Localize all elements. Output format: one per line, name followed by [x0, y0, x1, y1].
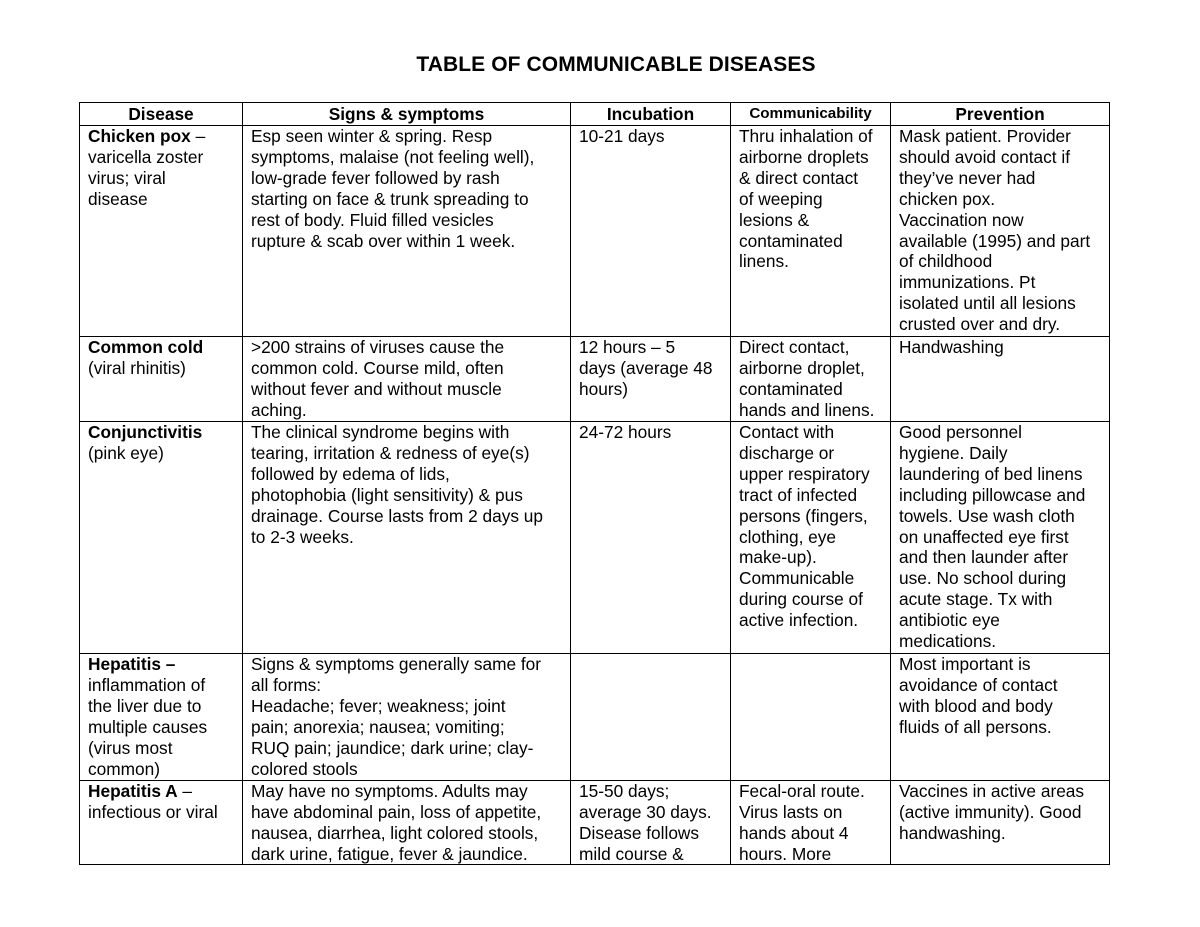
signs-symptoms-line: to 2-3 weeks. — [251, 526, 354, 547]
prevention-line: medications. — [899, 631, 997, 652]
prevention-line: fluids of all persons. — [899, 716, 1052, 737]
signs-symptoms-line: followed by edema of lids, — [251, 463, 450, 484]
disease-cell — [80, 781, 243, 865]
communicability-line: contaminated — [739, 230, 843, 251]
communicability-line: tract of infected — [739, 484, 858, 505]
communicability-line: hands about 4 — [739, 822, 849, 843]
communicability-line: of weeping — [739, 188, 823, 209]
signs-symptoms-cell — [243, 337, 571, 422]
disease-heading-line — [88, 126, 239, 147]
prevention-cell — [891, 654, 1110, 781]
header-prevention: Prevention — [891, 103, 1110, 126]
disease-name: Conjunctivitis — [88, 422, 203, 442]
communicability-cell — [731, 654, 891, 781]
disease-description-line: disease — [88, 188, 148, 209]
disease-heading-line — [88, 654, 239, 675]
header-disease: Disease — [80, 103, 243, 126]
communicability-line: active infection. — [739, 610, 859, 631]
disease-description-line: (virus most — [88, 737, 173, 758]
communicability-line: airborne droplets — [739, 146, 869, 167]
signs-symptoms-line: rest of body. Fluid filled vesicles — [251, 209, 494, 230]
prevention-line: isolated until all lesions — [899, 293, 1076, 314]
prevention-line: antibiotic eye — [899, 610, 1000, 631]
prevention-line: crusted over and dry. — [899, 314, 1061, 335]
prevention-line: use. No school during — [899, 568, 1067, 589]
prevention-line: chicken pox. — [899, 188, 996, 209]
disease-description-line: (pink eye) — [88, 442, 164, 463]
incubation-cell — [571, 126, 731, 337]
disease-description-line: varicella zoster — [88, 146, 204, 167]
communicability-line: discharge or — [739, 442, 835, 463]
signs-symptoms-line: RUQ pain; jaundice; dark urine; clay- — [251, 737, 534, 758]
table-row-common-cold — [80, 337, 1110, 422]
disease-heading-line — [88, 781, 239, 802]
prevention-cell — [891, 781, 1110, 865]
prevention-line: hygiene. Daily — [899, 442, 1008, 463]
prevention-line: on unaffected eye first — [899, 526, 1069, 547]
communicability-line: lesions & — [739, 209, 810, 230]
signs-symptoms-line: Esp seen winter & spring. Resp — [251, 126, 493, 146]
prevention-line: laundering of bed linens — [899, 463, 1083, 484]
disease-cell — [80, 337, 243, 422]
communicability-line: airborne droplet, — [739, 357, 865, 378]
disease-description-line: (viral rhinitis) — [88, 357, 186, 378]
signs-symptoms-line: dark urine, fatigue, fever & jaundice. — [251, 843, 528, 864]
signs-symptoms-line: rupture & scab over within 1 week. — [251, 230, 516, 251]
prevention-line: acute stage. Tx with — [899, 589, 1053, 610]
communicability-line: hours. More — [739, 843, 832, 864]
prevention-line: they’ve never had — [899, 167, 1036, 188]
header-incubation: Incubation — [571, 103, 731, 126]
prevention-line: including pillowcase and — [899, 484, 1086, 505]
disease-description-line: common) — [88, 758, 161, 779]
prevention-line: avoidance of contact — [899, 674, 1058, 695]
communicability-line: make-up). — [739, 547, 817, 568]
incubation-line: 12 hours – 5 — [579, 337, 676, 357]
communicability-line: Direct contact, — [739, 337, 850, 357]
incubation-line: Disease follows — [579, 822, 700, 843]
disease-cell — [80, 422, 243, 654]
signs-symptoms-cell — [243, 126, 571, 337]
prevention-cell — [891, 126, 1110, 337]
communicability-cell — [731, 126, 891, 337]
incubation-line: average 30 days. — [579, 801, 712, 822]
prevention-line: available (1995) and part — [899, 230, 1091, 251]
communicability-line: Virus lasts on — [739, 801, 843, 822]
prevention-line: of childhood — [899, 251, 993, 272]
disease-name-suffix: – — [190, 126, 206, 146]
signs-symptoms-cell — [243, 422, 571, 654]
disease-description-line: inflammation of — [88, 674, 206, 695]
signs-symptoms-line: The clinical syndrome begins with — [251, 422, 510, 442]
communicability-line: clothing, eye — [739, 526, 837, 547]
prevention-line: immunizations. Pt — [899, 272, 1036, 293]
header-communicability: Communicability — [731, 103, 891, 126]
prevention-line: (active immunity). Good — [899, 801, 1082, 822]
communicability-line: Thru inhalation of — [739, 126, 873, 146]
prevention-line: Mask patient. Provider — [899, 126, 1071, 146]
disease-description-line: infectious or viral — [88, 801, 218, 822]
prevention-line: towels. Use wash cloth — [899, 505, 1075, 526]
prevention-cell — [891, 422, 1110, 654]
signs-symptoms-line: nausea, diarrhea, light colored stools, — [251, 822, 539, 843]
header-signs-symptoms: Signs & symptoms — [243, 103, 571, 126]
disease-name: Common cold — [88, 337, 204, 357]
disease-heading-line — [88, 422, 239, 443]
signs-symptoms-line: Signs & symptoms generally same for — [251, 654, 542, 674]
communicability-line: linens. — [739, 251, 789, 272]
signs-symptoms-line: photophobia (light sensitivity) & pus — [251, 484, 523, 505]
communicability-line: Communicable — [739, 568, 855, 589]
incubation-line: 24-72 hours — [579, 422, 672, 442]
prevention-line: Most important is — [899, 654, 1031, 674]
signs-symptoms-line: all forms: — [251, 674, 322, 695]
table-row-chicken-pox — [80, 126, 1110, 337]
incubation-cell — [571, 422, 731, 654]
table-row-conjunctivitis — [80, 422, 1110, 654]
signs-symptoms-cell — [243, 654, 571, 781]
communicability-cell — [731, 781, 891, 865]
disease-name: Hepatitis A — [88, 781, 178, 801]
signs-symptoms-line: aching. — [251, 399, 307, 420]
communicability-line: & direct contact — [739, 167, 859, 188]
prevention-line: Handwashing — [899, 337, 1004, 357]
prevention-line: Vaccination now — [899, 209, 1024, 230]
disease-description-line: the liver due to — [88, 695, 202, 716]
prevention-line: should avoid contact if — [899, 146, 1070, 167]
communicability-line: during course of — [739, 589, 863, 610]
signs-symptoms-line: drainage. Course lasts from 2 days up — [251, 505, 544, 526]
table-row-hepatitis-a — [80, 781, 1110, 865]
signs-symptoms-line: Headache; fever; weakness; joint — [251, 695, 506, 716]
signs-symptoms-line: tearing, irritation & redness of eye(s) — [251, 442, 530, 463]
table-row-hepatitis — [80, 654, 1110, 781]
prevention-cell — [891, 337, 1110, 422]
signs-symptoms-line: >200 strains of viruses cause the — [251, 337, 505, 357]
communicability-cell — [731, 422, 891, 654]
signs-symptoms-line: without fever and without muscle — [251, 378, 502, 399]
prevention-line: and then launder after — [899, 547, 1069, 568]
communicable-diseases-table — [79, 102, 1110, 865]
page-title: TABLE OF COMMUNICABLE DISEASES — [416, 53, 816, 76]
signs-symptoms-line: common cold. Course mild, often — [251, 357, 504, 378]
signs-symptoms-line: pain; anorexia; nausea; vomiting; — [251, 716, 505, 737]
communicability-line: Contact with — [739, 422, 835, 442]
communicability-line: Fecal-oral route. — [739, 781, 865, 801]
disease-cell — [80, 654, 243, 781]
incubation-line: days (average 48 — [579, 357, 713, 378]
communicability-line: hands and linens. — [739, 399, 875, 420]
incubation-line: hours) — [579, 378, 628, 399]
incubation-cell — [571, 781, 731, 865]
disease-cell — [80, 126, 243, 337]
communicability-cell — [731, 337, 891, 422]
incubation-cell — [571, 654, 731, 781]
communicability-line: contaminated — [739, 378, 843, 399]
signs-symptoms-line: low-grade fever followed by rash — [251, 167, 500, 188]
signs-symptoms-line: symptoms, malaise (not feeling well), — [251, 146, 535, 167]
communicability-line: persons (fingers, — [739, 505, 868, 526]
prevention-line: Good personnel — [899, 422, 1022, 442]
communicability-line: upper respiratory — [739, 463, 870, 484]
table-body — [80, 126, 1110, 865]
disease-heading-line — [88, 337, 239, 358]
prevention-line: Vaccines in active areas — [899, 781, 1085, 801]
header-row — [80, 103, 1110, 126]
signs-symptoms-line: May have no symptoms. Adults may — [251, 781, 528, 801]
signs-symptoms-line: starting on face & trunk spreading to — [251, 188, 529, 209]
signs-symptoms-cell — [243, 781, 571, 865]
prevention-line: handwashing. — [899, 822, 1006, 843]
disease-description-line: multiple causes — [88, 716, 208, 737]
incubation-line: mild course & — [579, 843, 684, 864]
disease-description-line: virus; viral — [88, 167, 166, 188]
incubation-cell — [571, 337, 731, 422]
disease-name: Chicken pox — [88, 126, 191, 146]
incubation-line: 10-21 days — [579, 126, 665, 146]
incubation-line: 15-50 days; — [579, 781, 670, 801]
signs-symptoms-line: colored stools — [251, 758, 358, 779]
disease-name: Hepatitis – — [88, 654, 176, 674]
signs-symptoms-line: have abdominal pain, loss of appetite, — [251, 801, 542, 822]
prevention-line: with blood and body — [899, 695, 1053, 716]
disease-name-suffix: – — [177, 781, 193, 801]
